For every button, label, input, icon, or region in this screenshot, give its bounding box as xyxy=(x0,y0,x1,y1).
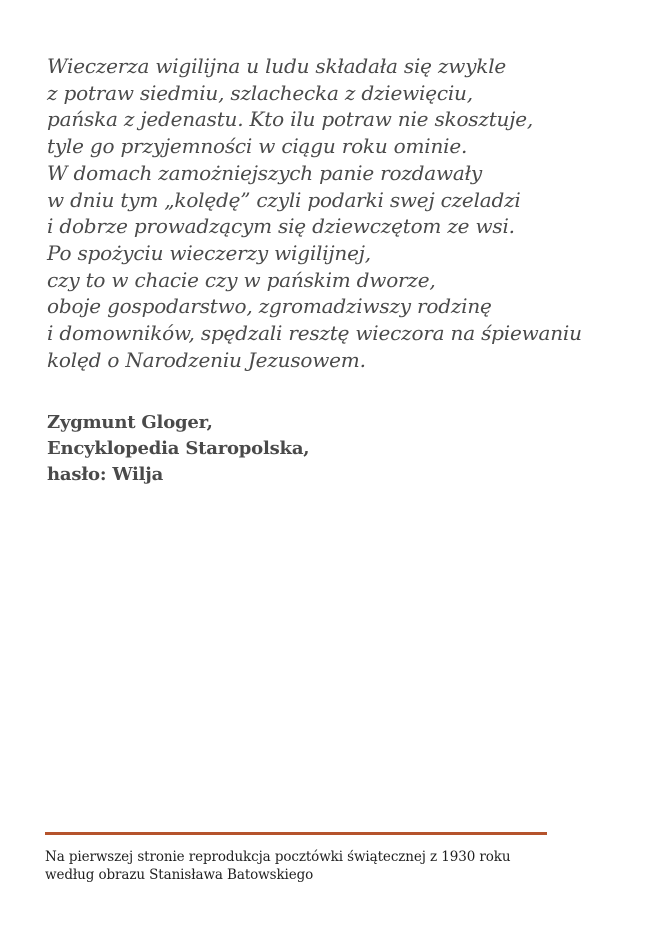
attribution-entry: hasło: Wilja xyxy=(47,464,164,485)
quote-line: i dobrze prowadzącym się dziewczętom ze wsi. xyxy=(47,214,515,239)
quote-line: i domowników, spędzali resztę wieczora na śpiewaniu xyxy=(47,321,582,346)
footnote-line: Na pierwszej stronie reprodukcja pocztówki świątecznej z 1930 roku xyxy=(45,849,511,865)
footnote xyxy=(45,848,605,884)
attribution-work: Encyklopedia Staropolska, xyxy=(47,438,310,459)
quote-attribution xyxy=(47,410,309,488)
quote-line: Po spożyciu wieczerzy wigilijnej, xyxy=(47,240,371,265)
footnote-line: według obrazu Stanisława Batowskiego xyxy=(45,867,314,883)
quote-line: oboje gospodarstwo, zgromadziwszy rodzinę xyxy=(47,294,492,319)
attribution-author: Zygmunt Gloger, xyxy=(47,412,213,433)
quote-line: pańska z jedenastu. Kto ilu potraw nie skosztuje, xyxy=(47,107,534,132)
quote-line: z potraw siedmiu, szlachecka z dziewięciu, xyxy=(47,80,473,105)
quote-line: tyle go przyjemności w ciągu roku ominie. xyxy=(47,134,468,159)
footer-divider xyxy=(45,832,547,835)
quote-line: W domach zamożniejszych panie rozdawały xyxy=(47,160,483,185)
quote-line: czy to w chacie czy w pańskim dworze, xyxy=(47,267,436,292)
quote-line: kolęd o Narodzeniu Jezusowem. xyxy=(47,347,366,372)
quote-line: Wieczerza wigilijna u ludu składała się zwykle xyxy=(47,54,507,78)
quote-line: w dniu tym „kolędę” czyli podarki swej czeladzi xyxy=(47,187,521,212)
quote-text xyxy=(47,53,647,373)
